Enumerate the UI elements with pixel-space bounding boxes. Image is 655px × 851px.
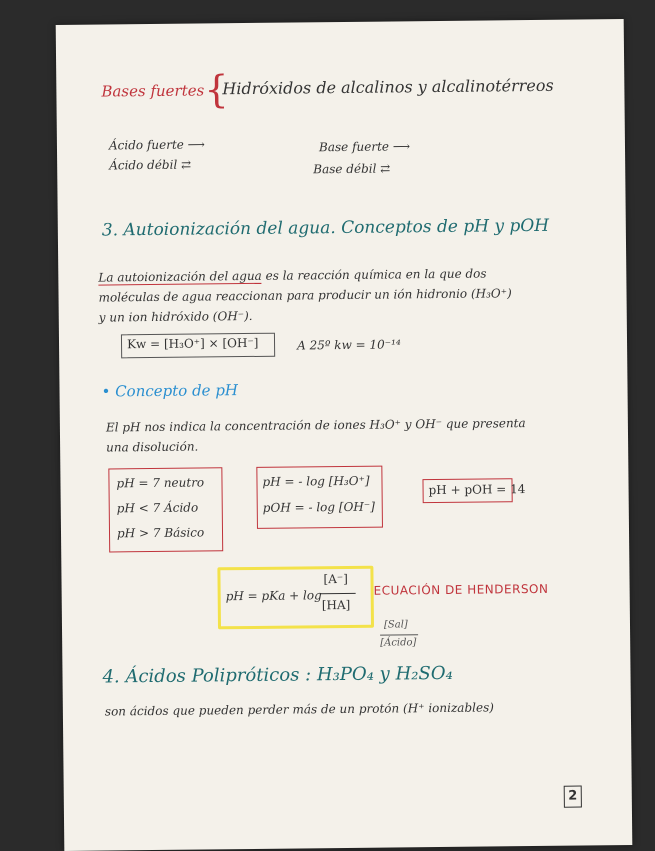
bases-fuertes-label: Bases fuertes xyxy=(101,81,205,101)
acido-fuerte: Ácido fuerte ⟶ xyxy=(108,137,205,153)
section4-title: 4. Ácidos Polipróticos : H₃PO₄ y H₂SO₄ xyxy=(102,662,453,688)
ph-neutro: pH = 7 neutro xyxy=(116,475,205,491)
section4-line1: son ácidos que pueden perder más de un protón (H⁺ ionizables) xyxy=(104,700,494,719)
section3-paragraph-line2: moléculas de agua reaccionan para producir un ión hidronio (H₃O⁺) xyxy=(98,286,512,305)
henderson-alt-fraction-bar xyxy=(380,634,418,635)
ph-poh-sum: pH + pOH = 14 xyxy=(428,482,526,498)
ph-formula: pH = - log [H₃O⁺] xyxy=(262,473,370,489)
section3-line1-rest: es la reacción química en la que dos xyxy=(261,266,487,283)
henderson-denominator: [HA] xyxy=(321,597,351,613)
ph-basico: pH > 7 Básico xyxy=(116,525,205,541)
base-debil: Base débil ⇄ xyxy=(313,161,391,177)
ph-concept-heading: • Concepto de pH xyxy=(101,381,239,401)
autoionizacion-term: La autoionización del agua xyxy=(98,268,262,285)
notebook-page xyxy=(56,19,633,851)
henderson-alt-denominator: [Ácido] xyxy=(380,637,417,649)
bases-fuertes-definition: Hidróxidos de alcalinos y alcalinotérreos xyxy=(222,75,554,99)
henderson-alt-numerator: [Sal] xyxy=(383,619,408,631)
henderson-lhs: pH = pKa + log xyxy=(225,588,322,604)
section3-paragraph-line1 xyxy=(98,266,486,284)
poh-formula: pOH = - log [OH⁻] xyxy=(262,499,375,515)
ph-concept-line2: una disolución. xyxy=(106,439,199,455)
brace: { xyxy=(204,67,229,112)
kw-note: A 25º kw = 10⁻¹⁴ xyxy=(296,337,401,353)
page-number: 2 xyxy=(564,786,582,808)
henderson-numerator: [A⁻] xyxy=(323,571,348,587)
acido-debil: Ácido débil ⇄ xyxy=(109,157,192,173)
section3-paragraph-line3: y un ion hidróxido (OH⁻). xyxy=(98,308,253,325)
kw-formula: Kw = [H₃O⁺] × [OH⁻] xyxy=(126,335,259,352)
ph-acido: pH < 7 Ácido xyxy=(116,500,199,516)
base-fuerte: Base fuerte ⟶ xyxy=(318,139,411,155)
section3-title: 3. Autoionización del agua. Conceptos de pH y pOH xyxy=(101,215,550,241)
ph-concept-line1: El pH nos indica la concentración de iones H₃O⁺ y OH⁻ que presenta xyxy=(105,416,526,435)
henderson-label: ECUACIÓN DE HENDERSON xyxy=(373,581,549,598)
